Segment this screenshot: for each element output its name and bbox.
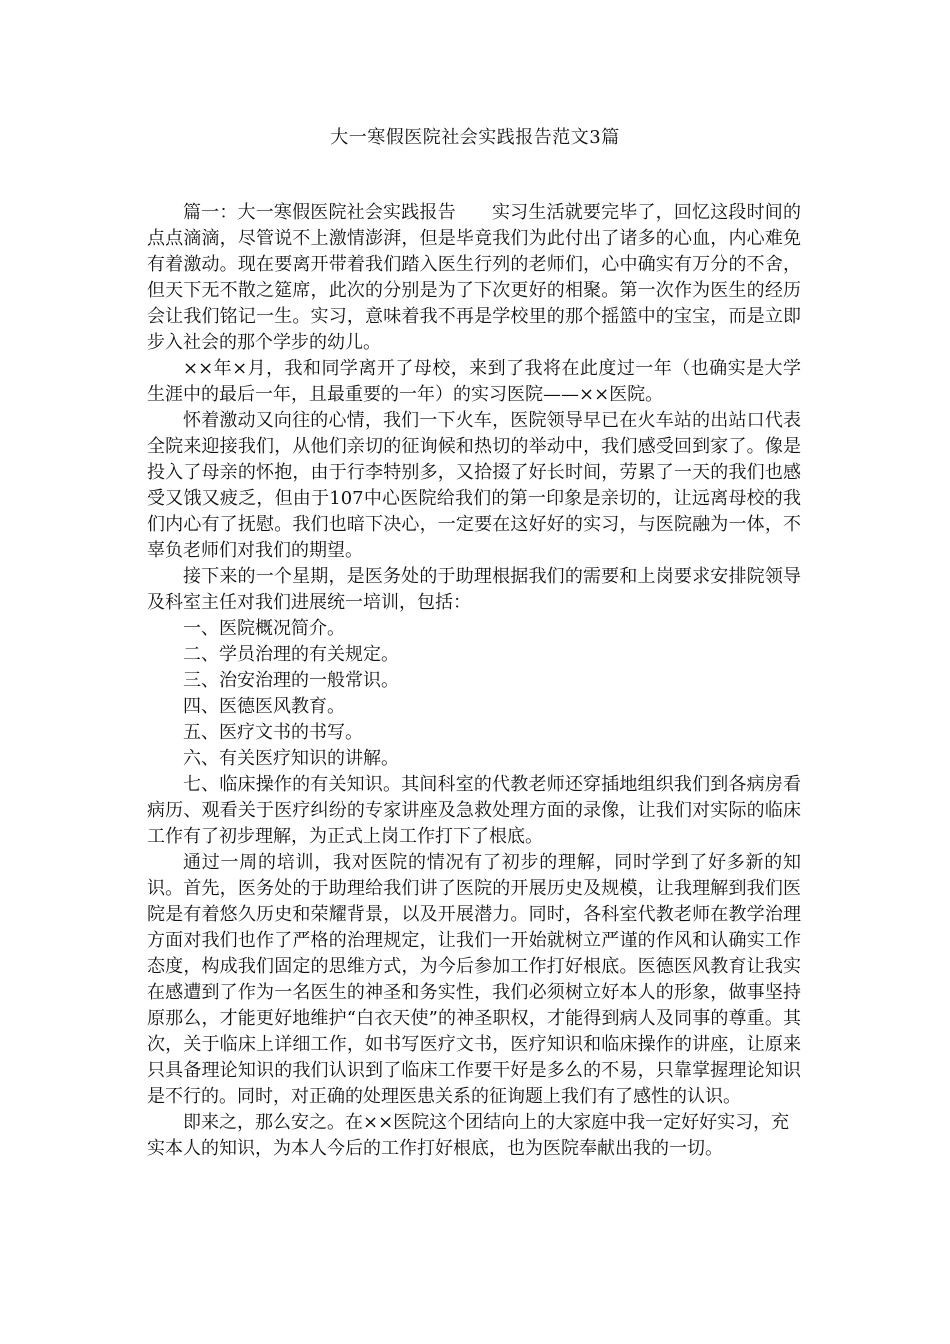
list-item-7: 七、临床操作的有关知识。其间科室的代教老师还穿插地组织我们到各病房看病历、观看关于医疗纠纷的专家讲座及急救处理方面的录像，让我们对实际的临床工作有了初步理解，为正式上岗工作打下了根底。 [147, 774, 801, 847]
paragraph-training: 通过一周的培训，我对医院的情况有了初步的理解，同时学到了好多新的知识。首先，医务处的于助理给我们讲了医院的开展历史及规模，让我理解到我们医院是有着悠久历史和荣耀背景，以及开展潜力。同时，各科室代教老师在教学治理方面对我们也作了严格的治理规定，让我们一开始就树立严谨的作风和认确实工作态度，构成我们固定的思维方式，为今后参加工作打好根底。医德医风教育让我实在感遭到了作为一名医生的神圣和务实性，我们必须树立好本人的形象，做事坚持原那么，才能更好地维护“白衣天使”的神圣职权，才能得到病人及同事的尊重。其次，关于临床上详细工作，如书写医疗文书，医疗知识和临床操作的讲座，让原来只具备理论知识的我们认识到了临床工作要干好是多么的不易，只靠掌握理论知识是不行的。同时，对正确的处理医患关系的征询题上我们有了感性的认识。 [147, 852, 801, 1107]
paragraph-1 [147, 200, 801, 356]
list-item-3: 三、治安治理的一般常识。 [183, 670, 399, 691]
paragraph-closing: 即来之，那么安之。在××医院这个团结向上的大家庭中我一定好好实习，充实本人的知识，为本人今后的工作打好根底，也为医院奉献出我的一切。 [147, 1112, 790, 1159]
list-item-6: 六、有关医疗知识的讲解。 [183, 748, 399, 769]
list-item-2: 二、学员治理的有关规定。 [183, 644, 399, 665]
section-heading: 篇一：大一寒假医院社会实践报告 [183, 202, 456, 223]
paragraph-1-text: 实习生活就要完毕了，回忆这段时间的点点滴滴，尽管说不上激情澎湃，但是毕竟我们为此付出了诸多的心血，内心难免有着激动。现在要离开带着我们踏入医生行列的老师们，心中确实有万分的不舍，但天下无不散之筵席，此次的分别是为了下次更好的相聚。第一次作为医生的经历会让我们铭记一生。实习，意味着我不再是学校里的那个摇篮中的宝宝，而是立即步入社会的那个学步的幼儿。 [147, 202, 801, 353]
paragraph-2: ××年×月，我和同学离开了母校，来到了我将在此度过一年（也确实是大学生涯中的最后一年，且最重要的一年）的实习医院——××医院。 [147, 358, 801, 405]
list-item-5: 五、医疗文书的书写。 [183, 722, 363, 743]
paragraph-4: 接下来的一个星期，是医务处的于助理根据我们的需要和上岗要求安排院领导及科室主任对我们进展统一培训，包括： [147, 566, 801, 613]
list-item-1: 一、医院概况简介。 [183, 618, 345, 639]
paragraph-3: 怀着激动又向往的心情，我们一下火车，医院领导早已在火车站的出站口代表全院来迎接我们，从他们亲切的征询候和热切的举动中，我们感受回到家了。像是投入了母亲的怀抱，由于行李特别多，又拾掇了好长时间，劳累了一天的我们也感受又饿又疲乏，但由于107中心医院给我们的第一印象是亲切的，让远离母校的我们内心有了抚慰。我们也暗下决心，一定要在这好好的实习，与医院融为一体，不辜负老师们对我们的期望。 [147, 410, 801, 561]
list-item-4: 四、医德医风教育。 [183, 696, 345, 717]
document-body [147, 200, 801, 1162]
document-title: 大一寒假医院社会实践报告范文3篇 [330, 127, 620, 148]
